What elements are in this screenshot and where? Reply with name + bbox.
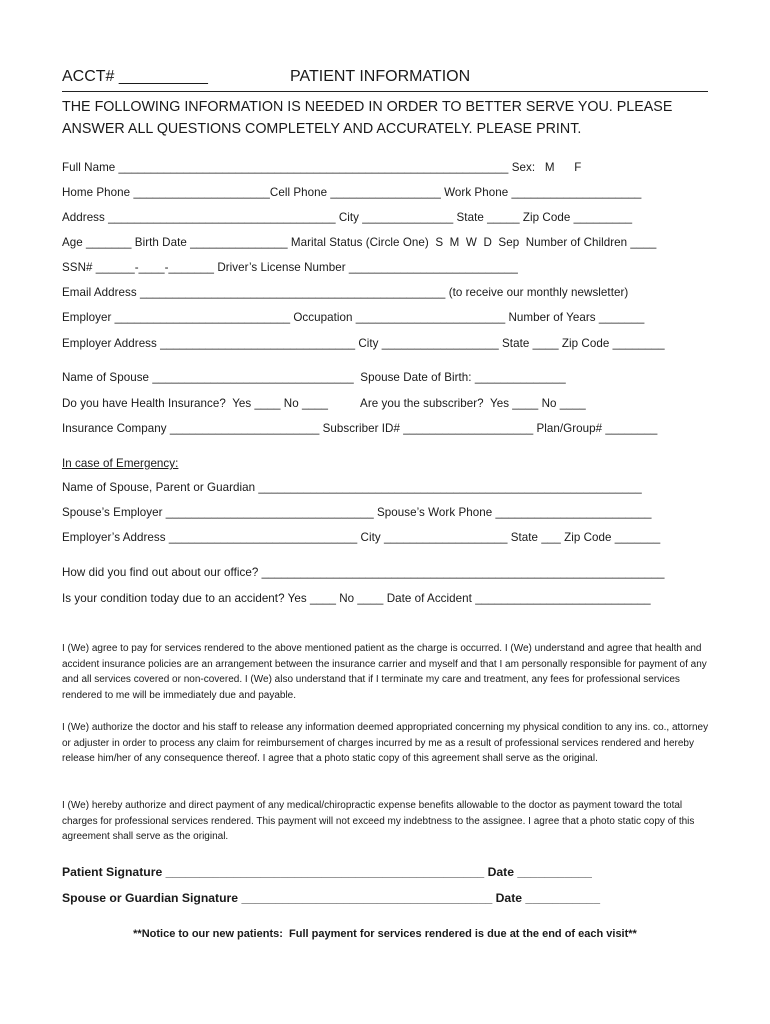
age-birthdate-marital-fields[interactable]: Age _______ Birth Date _______________ Marital Status (Circle One) S M W D Sep Number of Children ____ (62, 236, 657, 249)
employer-address-fields[interactable]: Employer Address ______________________________ City __________________ State ____ Zip Code ________ (62, 337, 665, 350)
accident-fields[interactable]: Is your condition today due to an accident? Yes ____ No ____ Date of Accident ___________________________ (62, 592, 651, 605)
header-divider (62, 91, 708, 92)
spouse-guardian-signature-field[interactable]: Spouse or Guardian Signature _____________________________________ Date ___________ (62, 891, 600, 905)
emergency-heading: In case of Emergency: (62, 457, 179, 470)
email-field[interactable]: Email Address _______________________________________________ (to receive our monthly newsletter) (62, 286, 629, 299)
payment-notice: **Notice to our new patients: Full payment for services rendered is due at the end of each visit** (133, 928, 637, 940)
insurance-company-fields[interactable]: Insurance Company _______________________ Subscriber ID# ____________________ Plan/Group# ________ (62, 422, 658, 435)
ssn-license-fields[interactable]: SSN# ______-____-_______ Driver’s License Number __________________________ (62, 261, 518, 274)
emergency-contact-field[interactable]: Name of Spouse, Parent or Guardian ___________________________________________________________ (62, 481, 642, 494)
full-name-field[interactable]: Full Name ____________________________________________________________ Sex: M F (62, 161, 582, 174)
payment-agreement-paragraph: I (We) agree to pay for services rendered to the above mentioned patient as the charge is occurred. I (We) understand and agree that health and accident insurance policies are an arrangement between the insurance carrier and myself and that I am personally responsible for payment of any and all services covered or non-covered. I (We) also understand that if I terminate my care and treatment, any fees for professional services rendered to me will be immediately due and payable. (62, 643, 707, 701)
spouse-fields[interactable]: Name of Spouse _______________________________ Spouse Date of Birth: ______________ (62, 371, 566, 384)
employer-address-2-fields[interactable]: Employer’s Address _____________________________ City ___________________ State ___ Zip Code _______ (62, 531, 661, 544)
account-number-field[interactable]: ACCT# __________ (62, 68, 208, 85)
health-insurance-fields[interactable]: Do you have Health Insurance? Yes ____ No ____ Are you the subscriber? Yes ____ No ____ (62, 397, 586, 410)
spouse-employer-fields[interactable]: Spouse’s Employer ________________________________ Spouse’s Work Phone ________________________ (62, 506, 652, 519)
phone-fields[interactable]: Home Phone _____________________Cell Phone _________________ Work Phone ____________________ (62, 186, 642, 199)
referral-source-field[interactable]: How did you find out about our office? ______________________________________________________________ (62, 566, 665, 579)
intro-instructions: THE FOLLOWING INFORMATION IS NEEDED IN ORDER TO BETTER SERVE YOU. PLEASE ANSWER ALL QUESTIONS COMPLETELY AND ACCURATELY. PLEASE PRINT. (62, 99, 673, 137)
release-authorization-paragraph: I (We) authorize the doctor and his staff to release any information deemed appropriated concerning my physical condition to any ins. co., attorney or adjuster in order to process any claim for reimbursement of charges incurred by me as a result of professional services rendered and hereby release him/her of any consequence thereof. I agree that a photo static copy of this agreement shall serve as the original. (62, 722, 709, 765)
employer-fields[interactable]: Employer ___________________________ Occupation _______________________ Number of Years _______ (62, 311, 645, 324)
patient-signature-field[interactable]: Patient Signature _______________________________________________ Date ___________ (62, 865, 592, 879)
page-title: PATIENT INFORMATION (290, 68, 471, 85)
assignment-of-benefits-paragraph: I (We) hereby authorize and direct payment of any medical/chiropractic expense benefits allowable to the doctor as payment toward the total charges for professional services rendered. This payment will not exceed my indebtness to the assignee. I agree that a photo static copy of this agreement shall serve as the original. (62, 800, 695, 843)
address-fields[interactable]: Address ___________________________________ City ______________ State _____ Zip Code _________ (62, 211, 633, 224)
